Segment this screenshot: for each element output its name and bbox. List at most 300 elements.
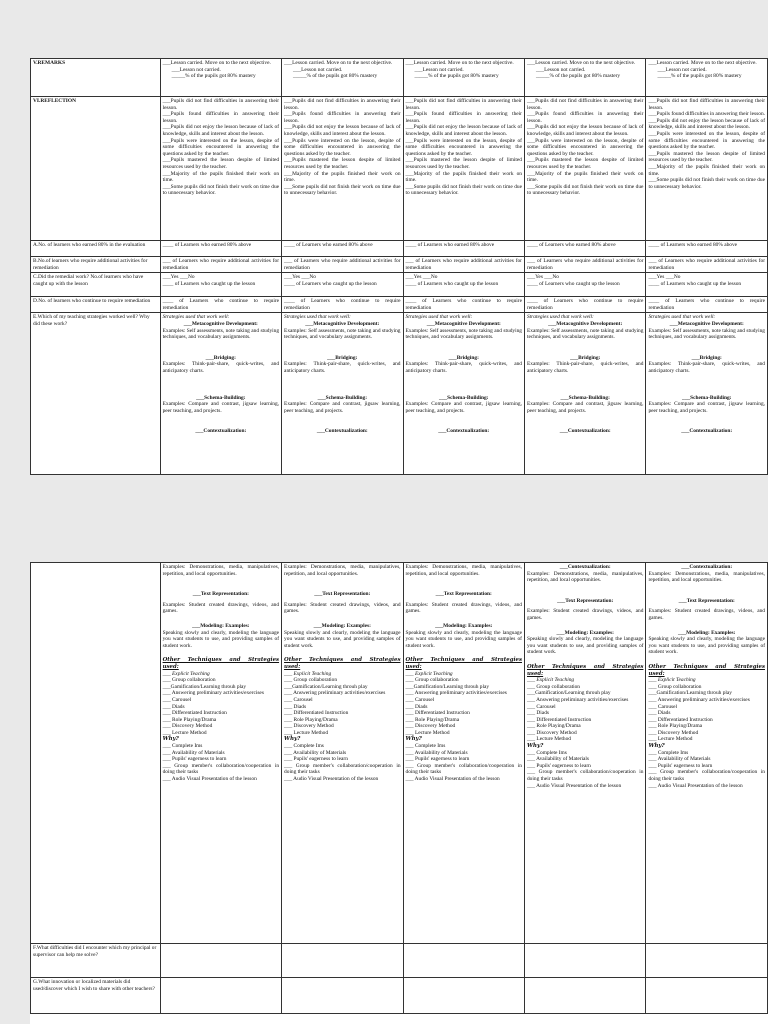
- text-representation-heading: ___Text Representation:: [192, 591, 249, 598]
- reflection-option: ___Some pupils did not finish their work on time due to unnecessary behavior.: [405, 183, 522, 197]
- reflection-table-top: [30, 58, 768, 475]
- why-option: ___ Audio Visual Presentation of the lesson: [284, 776, 379, 783]
- other-techniques-heading: Other Techniques and Strategies used:: [526, 663, 644, 677]
- require-remediation-count: ___ of Learners who require additional activities for remediation: [405, 258, 522, 271]
- lesson-carried-option: ___Lesson carried. Move on to the next objective.: [405, 60, 514, 66]
- technique-option: ___ Role Playing/Drama: [648, 723, 703, 730]
- remarks-cell[interactable]: [524, 59, 645, 97]
- modeling-examples: Speaking slowly and clearly, modeling the language you want students to use, and providing samples of student work.: [526, 636, 644, 656]
- technique-option: ___Gamification/Learning throuh play: [284, 683, 368, 690]
- empty-label-cell: [31, 563, 161, 944]
- strategies-cell[interactable]: [403, 313, 524, 475]
- row-d-cell[interactable]: [282, 297, 403, 313]
- contextualization-heading: ___Contextualization:: [681, 428, 733, 435]
- why-option: ___ Audio Visual Presentation of the lesson: [648, 782, 743, 789]
- strategies-continued-cell[interactable]: [403, 563, 524, 944]
- technique-option: ___ Diads: [648, 710, 671, 717]
- row-g-cell[interactable]: [282, 978, 403, 1014]
- technique-option: ___ Explicit Teaching: [648, 677, 696, 684]
- technique-option: ___ Carousel: [648, 703, 678, 710]
- row-f-cell[interactable]: [160, 944, 281, 978]
- row-d: [31, 297, 768, 313]
- why-option: ___ Audio Visual Presentation of the lesson: [162, 776, 257, 783]
- technique-option: ___ Role Playing/Drama: [162, 716, 217, 723]
- technique-option: ___ Group collaboration: [526, 683, 580, 690]
- bridging-examples: Examples: Think-pair-share, quick-writes, and anticipatory charts.: [162, 361, 280, 374]
- reflection-option: ___Majority of the pupils finished their work on time.: [162, 170, 280, 184]
- reflection-option: ___Pupils did not find difficulties in answering their lesson.: [284, 98, 401, 111]
- technique-option: ___ Role Playing/Drama: [526, 723, 581, 730]
- row-f-cell[interactable]: [282, 944, 403, 978]
- require-remediation-count: ___ of Learners who require additional activities for remediation: [648, 258, 765, 271]
- why-option: ___ Pupils' eagerness to learn: [526, 762, 591, 769]
- technique-option: ___ Differentiated Instruction: [648, 716, 713, 723]
- schema-building-heading: ___Schema-Building:: [560, 394, 610, 401]
- remarks-cell[interactable]: [646, 59, 768, 97]
- mastery-percent-option: _____% of the pupils got 80% mastery: [171, 73, 256, 80]
- strategies-heading: Strategies used that work well:: [284, 314, 351, 321]
- lesson-carried-option: ___Lesson carried. Move on to the next objective.: [162, 60, 271, 66]
- technique-option: ___ Discovery Method: [405, 723, 456, 730]
- reflection-option: ___Pupils mastered the lesson despite of limited resources used by the teacher.: [405, 157, 522, 170]
- schema-building-heading: ___Schema-Building:: [196, 394, 246, 401]
- bridging-examples: Examples: Think-pair-share, quick-writes, and anticipatory charts.: [405, 361, 522, 374]
- why-heading: Why?: [648, 743, 665, 750]
- text-representation-heading: ___Text Representation:: [557, 597, 614, 604]
- other-techniques-heading: Other Techniques and Strategies used:: [284, 657, 401, 670]
- technique-option: ___ Diads: [526, 710, 549, 717]
- modeling-heading: ___Modeling: Examples:: [435, 622, 493, 629]
- row-b-cell[interactable]: [403, 257, 524, 273]
- other-techniques-list: [406, 671, 522, 737]
- why-option: ___ Group member's collaboration/cooperation in doing their tasks: [648, 769, 765, 783]
- strategies-heading: Strategies used that work well:: [648, 314, 716, 321]
- reflection-option: ___Pupils were interested on the lesson, despite of some difficulties encountered in answering the questions asked by the teacher.: [526, 137, 644, 157]
- technique-option: ___ Role Playing/Drama: [405, 716, 460, 723]
- why-heading: Why?: [284, 736, 301, 743]
- row-b-cell[interactable]: [160, 257, 281, 273]
- technique-option: ___ Answering preliminary activities/exercises: [648, 696, 750, 703]
- remarks-cell[interactable]: [403, 59, 524, 97]
- why-option: ___ Availability of Materials: [648, 756, 711, 763]
- modeling-heading: ___Modeling: Examples:: [313, 622, 371, 629]
- reflection-option: ___Pupils found difficulties in answering their lesson.: [162, 111, 280, 124]
- lesson-not-carried-option: ___Lesson not carried.: [171, 66, 221, 73]
- why-heading: Why?: [162, 736, 179, 743]
- technique-option: ___ Role Playing/Drama: [284, 716, 338, 723]
- bridging-heading: ___Bridging:: [570, 354, 601, 361]
- reflection-option: ___Some pupils did not finish their work on time due to unnecessary behavior.: [162, 183, 280, 197]
- row-a-cell[interactable]: [646, 241, 768, 257]
- contextualization-examples: Examples: Demonstrations, media, manipulatives, repetition, and local opportunities.: [405, 564, 522, 577]
- schema-building-examples: Examples: Compare and contrast, jigsaw learning, peer teaching, and projects.: [526, 401, 644, 414]
- technique-option: ___ Differentiated Instruction: [526, 716, 592, 723]
- technique-option: ___ Group collaboration: [648, 683, 702, 690]
- metacognitive-heading: ___Metacognitive Development:: [305, 320, 380, 327]
- row-c-cell[interactable]: [403, 273, 524, 297]
- why-option: ___ Complete Ims: [162, 743, 203, 750]
- caught-up-count: ____ of Learners who caught up the lesson: [284, 280, 377, 287]
- row-f-cell[interactable]: [646, 944, 768, 978]
- caught-up-count: ____ of Learners who caught up the lesson: [648, 280, 742, 287]
- page-top: [30, 58, 768, 474]
- why-heading: Why?: [526, 743, 544, 750]
- technique-option: ___ Answering preliminary activities/exercises: [162, 690, 264, 697]
- contextualization-examples: Examples: Demonstrations, media, manipulatives, repetition, and local opportunities.: [526, 570, 644, 584]
- row-g-cell[interactable]: [524, 978, 645, 1014]
- modeling-heading: ___Modeling: Examples:: [556, 629, 614, 636]
- row-d-cell[interactable]: [160, 297, 281, 313]
- technique-option: ___ Discovery Method: [648, 729, 699, 736]
- other-techniques-heading: Other Techniques and Strategies used:: [405, 657, 522, 670]
- row-g-cell[interactable]: [403, 978, 524, 1014]
- technique-option: ___ Lecture Method: [526, 736, 571, 743]
- reflection-cell[interactable]: [403, 97, 524, 241]
- reflection-option: ___Majority of the pupils finished their work on time.: [648, 163, 765, 177]
- remarks-cell[interactable]: [160, 59, 281, 97]
- technique-option: ___ Answering preliminary activities/exercises: [405, 690, 507, 697]
- why-option: ___ Pupils' eagerness to learn: [405, 756, 470, 763]
- reflection-option: ___Pupils did not enjoy the lesson because of lack of knowledge, skills and interest about the lesson.: [526, 124, 644, 137]
- row-a-cell[interactable]: [282, 241, 403, 257]
- technique-option: ___ Carousel: [284, 696, 313, 703]
- row-g: [31, 978, 768, 1014]
- why-list: [648, 750, 765, 790]
- why-list: [406, 743, 522, 783]
- technique-option: ___ Group collaboration: [162, 677, 216, 684]
- text-representation-examples: Examples: Student created drawings, videos, and games.: [526, 608, 644, 621]
- reflection-option: ___Pupils did not find difficulties in answering their lesson.: [405, 98, 522, 111]
- reflection-option: ___Pupils were interested on the lesson, despite of some difficulties encountered in answering the questions asked by the teacher.: [648, 130, 765, 151]
- why-option: ___ Complete Ims: [405, 743, 446, 750]
- reflection-option: ___Pupils were interested on the lesson, despite of some difficulties encountered in answering the questions asked by the teacher.: [405, 137, 522, 157]
- technique-option: ___ Lecture Method: [648, 736, 693, 743]
- remarks-cell[interactable]: [282, 59, 403, 97]
- yes-no-options: ___Yes ___No: [162, 274, 195, 281]
- why-option: ___ Pupils' eagerness to learn: [284, 756, 348, 763]
- technique-option: ___ Differentiated Instruction: [162, 710, 227, 717]
- reflection-option: ___Pupils mastered the lesson despite of limited resources used by the teacher.: [526, 157, 644, 170]
- schema-building-examples: Examples: Compare and contrast, jigsaw learning, peer teaching, and projects.: [405, 401, 522, 414]
- contextualization-heading: ___Contextualization:: [438, 428, 490, 435]
- row-c-cell[interactable]: [524, 273, 645, 297]
- continue-remediation-count: ____ of Learners who continue to require remediation: [405, 298, 522, 311]
- require-remediation-count: ___ of Learners who require additional activities for remediation: [284, 258, 401, 271]
- row-c: [31, 273, 768, 297]
- contextualization-heading: ___Contextualization:: [559, 564, 611, 570]
- reflection-option: ___Pupils mastered the lesson despite of limited resources used by the teacher.: [162, 157, 280, 170]
- earned-80-count: ____ of Learners who earned 80% above: [648, 242, 738, 248]
- caught-up-count: ____ of Learners who caught up the lesson: [526, 280, 620, 287]
- strategies-cell[interactable]: [160, 313, 281, 475]
- require-remediation-count: ___ of Learners who require additional activities for remediation: [526, 258, 644, 271]
- reflection-option: ___Majority of the pupils finished their work on time.: [284, 170, 401, 184]
- contextualization-examples: Examples: Demonstrations, media, manipulatives, repetition, and local opportunities.: [648, 570, 765, 584]
- row-c-cell[interactable]: [282, 273, 403, 297]
- other-techniques-list: [527, 677, 643, 743]
- technique-option: ___ Carousel: [162, 696, 192, 703]
- row-a-cell[interactable]: [524, 241, 645, 257]
- reflection-option: ___Pupils did not enjoy the lesson because of lack of knowledge, skills and interest about the lesson.: [648, 117, 765, 131]
- page-bottom: [30, 562, 768, 1024]
- continue-remediation-count: ____ of Learners who continue to require remediation: [526, 298, 644, 311]
- reflection-option: ___Some pupils did not finish their work on time due to unnecessary behavior.: [284, 183, 401, 197]
- row-b-cell[interactable]: [282, 257, 403, 273]
- earned-80-count: ____ of Learners who earned 80% above: [405, 242, 495, 248]
- why-option: ___ Audio Visual Presentation of the lesson: [526, 782, 622, 789]
- row-b-cell[interactable]: [524, 257, 645, 273]
- technique-option: ___ Explicit Teaching: [526, 677, 575, 684]
- bridging-examples: Examples: Think-pair-share, quick-writes, and anticipatory charts.: [284, 361, 401, 374]
- row-f: [31, 944, 768, 978]
- schema-building-examples: Examples: Compare and contrast, jigsaw learning, peer teaching, and projects.: [284, 401, 401, 414]
- yes-no-options: ___Yes ___No: [526, 274, 559, 281]
- technique-option: ___Gamification/Learning throuh play: [405, 683, 490, 690]
- reflection-label: VI.REFLECTION: [31, 97, 161, 241]
- technique-option: ___ Lecture Method: [284, 729, 329, 736]
- reflection-option: ___Pupils did not enjoy the lesson because of lack of knowledge, skills and interest about the lesson.: [284, 124, 401, 137]
- row-a-cell[interactable]: [160, 241, 281, 257]
- continue-remediation-count: ____ of Learners who continue to require remediation: [648, 298, 765, 311]
- contextualization-examples: Examples: Demonstrations, media, manipulatives, repetition, and local opportunities.: [162, 564, 280, 577]
- why-option: ___ Availability of Materials: [405, 749, 468, 756]
- strategies-cell[interactable]: [282, 313, 403, 475]
- why-option: ___ Complete Ims: [648, 749, 689, 756]
- contextualization-heading: ___Contextualization:: [559, 428, 611, 435]
- why-option: ___ Audio Visual Presentation of the lesson: [405, 776, 500, 783]
- text-representation-examples: Examples: Student created drawings, videos, and games.: [648, 608, 765, 621]
- reflection-option: ___Pupils found difficulties in answering their lesson.: [284, 111, 401, 124]
- modeling-heading: ___Modeling: Examples:: [192, 622, 250, 629]
- why-option: ___ Complete Ims: [526, 749, 567, 756]
- technique-option: ___ Differentiated Instruction: [405, 710, 470, 717]
- technique-option: ___ Diads: [405, 703, 428, 710]
- lesson-not-carried-option: ___Lesson not carried.: [535, 66, 586, 73]
- mastery-percent-option: _____% of the pupils got 80% mastery: [657, 73, 742, 80]
- reflection-option: ___Pupils mastered the lesson despite of limited resources used by the teacher.: [284, 157, 401, 170]
- strategies-continued-cell[interactable]: [160, 563, 281, 944]
- technique-option: ___ Differentiated Instruction: [284, 710, 349, 717]
- text-representation-examples: Examples: Student created drawings, videos, and games.: [405, 601, 522, 615]
- schema-building-examples: Examples: Compare and contrast, jigsaw learning, peer teaching, and projects.: [648, 401, 765, 414]
- yes-no-options: ___Yes ___No: [284, 274, 316, 281]
- reflection-option: ___Majority of the pupils finished their work on time.: [405, 170, 522, 184]
- modeling-heading: ___Modeling: Examples:: [678, 629, 736, 636]
- technique-option: ___Gamification/Learning throuh play: [526, 690, 611, 697]
- why-option: ___ Group member's collaboration/cooperation in doing their tasks: [405, 762, 522, 776]
- technique-option: ___ Lecture Method: [162, 729, 207, 736]
- row-f-cell[interactable]: [524, 944, 645, 978]
- strategies-continued-row: [31, 563, 768, 944]
- other-techniques-list: [163, 671, 279, 737]
- why-list: [163, 743, 279, 783]
- yes-no-options: ___Yes ___No: [405, 274, 438, 281]
- technique-option: ___ Answering preliminary activities/exercises: [526, 696, 629, 703]
- other-techniques-list: [648, 677, 765, 743]
- reflection-cell[interactable]: [646, 97, 768, 241]
- reflection-option: ___Pupils mastered the lesson despite of limited resources used by the teacher.: [648, 150, 765, 164]
- metacognitive-examples: Examples: Self assessments, note taking and studying techniques, and vocabulary assignments.: [284, 327, 401, 341]
- mastery-percent-option: _____% of the pupils got 80% mastery: [414, 73, 499, 80]
- metacognitive-heading: ___Metacognitive Development:: [669, 320, 744, 327]
- lesson-not-carried-option: ___Lesson not carried.: [657, 66, 707, 73]
- contextualization-heading: ___Contextualization:: [316, 428, 368, 435]
- row-a: [31, 241, 768, 257]
- strategies-heading: Strategies used that work well:: [162, 314, 230, 321]
- why-option: ___ Availability of Materials: [162, 749, 225, 756]
- schema-building-heading: ___Schema-Building:: [439, 394, 489, 401]
- continue-remediation-count: ____ of Learners who continue to require remediation: [162, 298, 280, 311]
- row-e-label: E.Which of my teaching strategies worked well? Why did these work?: [31, 313, 161, 475]
- why-option: ___ Group member's collaboration/cooperation in doing their tasks: [526, 769, 644, 783]
- reflection-cell[interactable]: [282, 97, 403, 241]
- technique-option: ___ Explicit Teaching: [284, 670, 332, 677]
- bridging-examples: Examples: Think-pair-share, quick-writes, and anticipatory charts.: [648, 361, 765, 374]
- reflection-option: ___Pupils did not find difficulties in answering their lesson.: [162, 98, 280, 111]
- technique-option: ___ Explicit Teaching: [162, 670, 210, 677]
- contextualization-heading: ___Contextualization:: [195, 428, 247, 435]
- require-remediation-count: ___ of Learners who require additional activities for remediation: [162, 258, 280, 271]
- reflection-option: ___Pupils did not find difficulties in answering their lesson.: [648, 98, 765, 111]
- modeling-examples: Speaking slowly and clearly, modeling the language you want students to use, and providing samples of student work.: [284, 629, 401, 649]
- reflection-option: ___Pupils did not find difficulties in answering their lesson.: [526, 98, 644, 111]
- continue-remediation-count: ____ of Learners who continue to require remediation: [284, 298, 401, 311]
- technique-option: ___ Diads: [284, 703, 307, 710]
- strategies-heading: Strategies used that work well:: [405, 314, 473, 321]
- metacognitive-examples: Examples: Self assessments, note taking and studying techniques, and vocabulary assignments.: [648, 327, 765, 341]
- why-option: ___ Complete Ims: [284, 743, 324, 750]
- row-c-cell[interactable]: [160, 273, 281, 297]
- technique-option: ___ Group collaboration: [284, 677, 338, 684]
- technique-option: ___ Discovery Method: [284, 723, 334, 730]
- reflection-option: ___Pupils found difficulties in answering their lesson.: [648, 111, 765, 118]
- why-option: ___ Group member's collaboration/cooperation in doing their tasks: [284, 762, 401, 776]
- earned-80-count: ____ of Learners who earned 80% above: [162, 242, 252, 248]
- technique-option: ___ Answering preliminary activities/exercises: [284, 690, 386, 697]
- why-option: ___ Pupils' eagerness to learn: [648, 762, 713, 769]
- technique-option: ___ Carousel: [526, 703, 556, 710]
- technique-option: ___ Lecture Method: [405, 729, 450, 736]
- metacognitive-examples: Examples: Self assessments, note taking and studying techniques, and vocabulary assignments.: [405, 327, 522, 341]
- reflection-cell[interactable]: [160, 97, 281, 241]
- row-a-cell[interactable]: [403, 241, 524, 257]
- mastery-percent-option: _____% of the pupils got 80% mastery: [535, 73, 621, 80]
- modeling-examples: Speaking slowly and clearly, modeling the language you want students to use, and providing samples of student work.: [405, 629, 522, 649]
- reflection-table-bottom: [30, 562, 768, 1014]
- technique-option: ___ Diads: [162, 703, 185, 710]
- metacognitive-heading: ___Metacognitive Development:: [426, 320, 501, 327]
- lesson-not-carried-option: ___Lesson not carried.: [414, 66, 464, 73]
- technique-option: ___ Group collaboration: [405, 677, 459, 684]
- remarks-label: V.REMARKS: [31, 59, 161, 97]
- reflection-cell[interactable]: [524, 97, 645, 241]
- strategies-heading: Strategies used that work well:: [526, 314, 594, 321]
- lesson-carried-option: ___Lesson carried. Move on to the next objective.: [284, 60, 393, 66]
- row-f-label: F.What difficulties did I encounter which my principal or supervisor can help me solve?: [31, 944, 161, 978]
- schema-building-heading: ___Schema-Building:: [317, 394, 367, 401]
- row-b: [31, 257, 768, 273]
- why-heading: Why?: [405, 736, 422, 743]
- row-a-label: A.No. of learners who earned 80% in the evaluation: [31, 241, 161, 257]
- reflection-option: ___Pupils were interested on the lesson, despite of some difficulties encountered in answering the questions asked by the teacher.: [162, 137, 280, 157]
- text-representation-examples: Examples: Student created drawings, videos, and games.: [162, 601, 280, 615]
- technique-option: ___ Carousel: [405, 696, 435, 703]
- why-option: ___ Pupils' eagerness to learn: [162, 756, 227, 763]
- row-d-label: D.No. of learners who continue to require remediation: [31, 297, 161, 313]
- modeling-examples: Speaking slowly and clearly, modeling the language you want students to use, and providing samples of student work.: [648, 636, 765, 656]
- row-f-cell[interactable]: [403, 944, 524, 978]
- text-representation-heading: ___Text Representation:: [678, 597, 735, 604]
- caught-up-count: ____ of Learners who caught up the lesson: [405, 280, 499, 287]
- row-b-label: B.No.of learners who require additional activities for remediation: [31, 257, 161, 273]
- bridging-examples: Examples: Think-pair-share, quick-writes, and anticipatory charts.: [526, 361, 644, 374]
- strategies-continued-cell[interactable]: [646, 563, 768, 944]
- reflection-option: ___Majority of the pupils finished their work on time.: [526, 170, 644, 184]
- why-option: ___ Group member's collaboration/cooperation in doing their tasks: [162, 762, 280, 776]
- lesson-not-carried-option: ___Lesson not carried.: [293, 66, 343, 73]
- caught-up-count: ____ of Learners who caught up the lesson: [162, 280, 256, 287]
- reflection-option: ___Pupils did not enjoy the lesson because of lack of knowledge, skills and interest about the lesson.: [405, 124, 522, 137]
- row-c-cell[interactable]: [646, 273, 768, 297]
- strategies-cell[interactable]: [646, 313, 768, 475]
- row-g-cell[interactable]: [160, 978, 281, 1014]
- technique-option: ___ Discovery Method: [162, 723, 213, 730]
- row-g-label: G.What innovation or localized materials did used/discover which I wish to share with other teachers?: [31, 978, 161, 1014]
- strategies-continued-cell[interactable]: [524, 563, 645, 944]
- row-e: [31, 313, 768, 475]
- why-list: [284, 743, 400, 783]
- metacognitive-heading: ___Metacognitive Development:: [183, 320, 258, 327]
- row-d-cell[interactable]: [646, 297, 768, 313]
- why-option: ___ Availability of Materials: [526, 756, 590, 763]
- metacognitive-examples: Examples: Self assessments, note taking and studying techniques, and vocabulary assignments.: [526, 327, 644, 341]
- other-techniques-heading: Other Techniques and Strategies used:: [648, 663, 765, 677]
- bridging-heading: ___Bridging:: [691, 354, 722, 361]
- metacognitive-examples: Examples: Self assessments, note taking and studying techniques, and vocabulary assignments.: [162, 327, 280, 341]
- bridging-heading: ___Bridging:: [448, 354, 479, 361]
- earned-80-count: ____ of Learners who earned 80% above: [284, 242, 373, 248]
- metacognitive-heading: ___Metacognitive Development:: [548, 320, 623, 327]
- schema-building-heading: ___Schema-Building:: [682, 394, 732, 401]
- row-b-cell[interactable]: [646, 257, 768, 273]
- reflection-option: ___Some pupils did not finish their work on time due to unnecessary behavior.: [526, 183, 644, 197]
- text-representation-heading: ___Text Representation:: [314, 591, 371, 598]
- bridging-heading: ___Bridging:: [327, 354, 358, 361]
- lesson-carried-option: ___Lesson carried. Move on to the next objective.: [648, 60, 757, 66]
- reflection-option: ___Pupils were interested on the lesson, despite of some difficulties encountered in answering the questions asked by the teacher.: [284, 137, 401, 157]
- row-d-cell[interactable]: [524, 297, 645, 313]
- lesson-carried-option: ___Lesson carried. Move on to the next objective.: [526, 60, 636, 66]
- reflection-option: ___Pupils found difficulties in answering their lesson.: [526, 111, 644, 124]
- mastery-percent-option: _____% of the pupils got 80% mastery: [293, 73, 378, 80]
- row-d-cell[interactable]: [403, 297, 524, 313]
- strategies-continued-cell[interactable]: [282, 563, 403, 944]
- modeling-examples: Speaking slowly and clearly, modeling the language you want students to use, and providing samples of student work.: [162, 629, 280, 649]
- bridging-heading: ___Bridging:: [205, 354, 236, 361]
- reflection-option: ___Some pupils did not finish their work on time due to unnecessary behavior.: [648, 177, 765, 190]
- reflection-row: [31, 97, 768, 241]
- other-techniques-heading: Other Techniques and Strategies used:: [162, 657, 280, 670]
- why-option: ___ Availability of Materials: [284, 749, 347, 756]
- reflection-option: ___Pupils did not enjoy the lesson because of lack of knowledge, skills and interest about the lesson.: [162, 124, 280, 137]
- row-c-label: C.Did the remedial work? No.of learners who have caught up with the lesson: [31, 273, 161, 297]
- technique-option: ___Gamification/Learning throuh play: [648, 690, 732, 697]
- technique-option: ___ Explicit Teaching: [405, 670, 453, 677]
- reflection-option: ___Pupils found difficulties in answering their lesson.: [405, 111, 522, 124]
- row-g-cell[interactable]: [646, 978, 768, 1014]
- why-list: [527, 750, 643, 790]
- strategies-cell[interactable]: [524, 313, 645, 475]
